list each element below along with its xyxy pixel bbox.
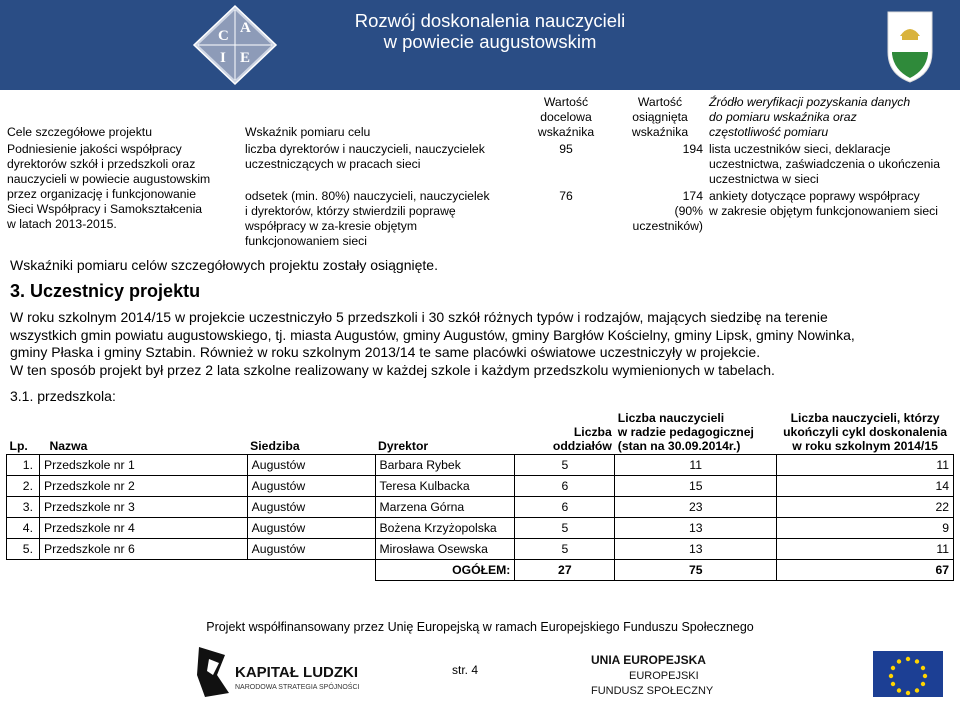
svg-text:A: A — [240, 20, 251, 36]
header-siedziba: Siedziba — [250, 439, 300, 453]
header-dyrektor: Dyrektor — [378, 439, 429, 453]
svg-text:I: I — [220, 50, 226, 66]
caie-logo — [190, 2, 280, 88]
cel-cell: Podniesienie jakości współpracy dyrektorów szkół i przedszkoli oraz nauczycieli w powiecie augustowskim przez organizację i funkcjonowanie Sieci Współpracy i Samokształcenia w latach 2013-2015. — [7, 142, 211, 231]
indicators-table — [4, 94, 958, 250]
subsection-heading: 3.1. przedszkola: — [10, 388, 116, 404]
svg-text:EUROPEJSKI: EUROPEJSKI — [629, 670, 699, 682]
section-body: W roku szkolnym 2014/15 w projekcie uczestniczyło 5 przedszkoli i 30 szkół różnych typów i rodzajów, mających siedzibę na terenie wszystkich gmin powiatu augustowskiego, tj. miasta Augustów, gminy Augustów, gminy Bargłów Kościelny, gminy Lipsk, gminy Nowinka, gminy Płaska i gminy Sztabin. Również w roku szkolnym 2013/14 te same placówki oświatowe uczestniczyły w projekcie. W ten sposób projekt był przez 2 lata szkolne realizowany w każdej szkole i każdym przedszkolu wymienionych w tabelach. — [10, 309, 855, 378]
page-title: Rozwój doskonalenia nauczycieli w powiecie augustowskim — [354, 10, 626, 52]
header-nauczyciele: Liczba nauczycieli w radzie pedagogicznej (stan na 30.09.2014r.) — [617, 411, 754, 453]
footer-logos — [0, 637, 960, 701]
header-wskaznik: Wskaźnik pomiaru celu — [245, 125, 371, 139]
svg-text:FUNDUSZ SPOŁECZNY: FUNDUSZ SPOŁECZNY — [591, 685, 714, 697]
table-row: 1. Przedszkole nr 1 Augustów Barbara Rybek 5 11 11 — [7, 455, 954, 476]
header-nazwa: Nazwa — [49, 439, 88, 453]
docelowa-cell: 76 — [559, 189, 573, 203]
header-osiagnieta: Wartość osiągnięta wskaźnika — [631, 95, 689, 139]
svg-text:C: C — [218, 28, 229, 44]
header-ukonczyli: Liczba nauczycieli, którzy ukończyli cykl doskonalenia w roku szkolnym 2014/15 — [783, 411, 948, 453]
summary-sentence: Wskaźniki pomiaru celów szczegółowych projektu zostały osiągnięte. — [10, 257, 438, 273]
wskaznik-cell: odsetek (min. 80%) nauczycieli, nauczycielek i dyrektorów, którzy stwierdzili poprawę współpracy w za-kresie objętym funkcjonowaniem sieci — [245, 189, 490, 248]
header-oddzialy: Liczba oddziałów — [552, 425, 612, 453]
table-row: 2. Przedszkole nr 2 Augustów Teresa Kulbacka 6 15 14 — [7, 476, 954, 497]
docelowa-cell: 95 — [559, 142, 573, 156]
page-number: str. 4 — [452, 663, 479, 677]
svg-text:NARODOWA STRATEGIA SPÓJNOŚCI: NARODOWA STRATEGIA SPÓJNOŚCI — [235, 684, 360, 691]
indicators-header-row — [4, 94, 958, 141]
eu-logo — [585, 647, 955, 699]
svg-text:E: E — [240, 50, 251, 66]
page-header — [0, 0, 960, 90]
svg-text:UNIA EUROPEJSKA: UNIA EUROPEJSKA — [591, 653, 706, 667]
osiagnieta-cell: 174 (90% uczestników) — [632, 189, 703, 233]
header-lp: Lp. — [9, 439, 28, 453]
header-cele: Cele szczegółowe projektu — [7, 125, 152, 139]
osiagnieta-cell: 194 — [682, 142, 703, 156]
header-docelowa: Wartość docelowa wskaźnika — [537, 95, 595, 139]
total-row: OGÓŁEM: 27 75 67 — [7, 560, 954, 581]
zrodlo-cell: ankiety dotyczące poprawy współpracy w zakresie objętym funkcjonowaniem sieci — [709, 189, 938, 218]
table-row: 3. Przedszkole nr 3 Augustów Marzena Górna 6 23 22 — [7, 497, 954, 518]
table-row: 5. Przedszkole nr 6 Augustów Mirosława Osewska 5 13 11 — [7, 539, 954, 560]
wskaznik-cell: liczba dyrektorów i nauczycieli, nauczycielek uczestniczących w pracach sieci — [245, 142, 485, 171]
zrodlo-cell: lista uczestników sieci, deklaracje uczestnictwa, zaświadczenia o ukończenia uczestnictwa w sieci — [709, 142, 941, 186]
section-heading: 3. Uczestnicy projektu — [10, 281, 201, 301]
header-zrodlo: Źródło weryfikacji pozyskania danych do pomiaru wskaźnika oraz częstotliwość pomiaru — [709, 95, 911, 139]
kindergartens-header-row — [7, 410, 954, 455]
cofinance-note: Projekt współfinansowany przez Unię Europejską w ramach Europejskiego Funduszu Społecznego — [206, 620, 754, 634]
total-label: OGÓŁEM: — [375, 560, 515, 581]
indicators-row-1 — [4, 141, 958, 188]
kapital-ludzki-logo — [195, 645, 395, 699]
svg-text:KAPITAŁ LUDZKI: KAPITAŁ LUDZKI — [235, 664, 359, 681]
county-crest-icon — [880, 2, 940, 88]
kindergartens-table — [6, 410, 954, 581]
table-row: 4. Przedszkole nr 4 Augustów Bożena Krzyżopolska 5 13 9 — [7, 518, 954, 539]
